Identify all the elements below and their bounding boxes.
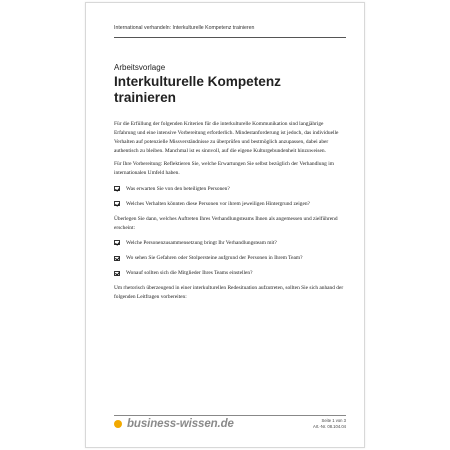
checklist-text: Welches Verhalten könnten diese Personen vor ihrem jeweiligen Hintergrund zeigen? [126,200,310,207]
document-page [85,2,365,448]
intro-paragraph: Für die Erfüllung der folgenden Kriterien für die interkulturelle Kommunikation sind langjährige Erfahrung und eine intensive Vorbereitung erforderlich. Mindestanforderung ist jedoch, das individuelle Verhalten auf potenzielle Missverständnisse zu überprüfen und bestmöglich anzupassen, dabei aber authentisch zu bleiben. Manchmal ist es sinnvoll, auf die eigene Kulturgebundenheit hinzuweisen. [114,121,339,155]
article-number: Art.-Nr. 08.104.04 [312,424,346,429]
business-wissen-logo [114,418,234,430]
footer-meta [313,418,346,430]
logo-text: business-wissen.de [127,418,234,430]
checkbox-icon [114,240,120,245]
checklist-text: Wo sehen Sie Gefahren oder Stolpersteine aufgrund der Personen in Ihrem Team? [126,255,303,262]
checkbox-icon [114,186,120,191]
checkbox-icon [114,271,120,276]
logo-dot-icon [114,420,122,428]
checklist-text: Welche Personenzusammensetzung bringt Ihr Verhandlungsteam mit? [126,239,277,246]
checkbox-icon [114,256,120,261]
prep-paragraph: Für Ihre Vorbereitung: Reflektieren Sie, welche Erwartungen Sie selbst bezüglich der Verhandlung im internationalen Umfeld haben. [114,161,334,177]
page-number: Seite 1 von 3 [321,418,346,423]
closing-paragraph: Um rhetorisch überzeugend in einer interkulturellen Redesituation aufzutreten, sollten Sie sich anhand der folgenden Leitfragen vorbereiten: [114,285,344,301]
checklist-item [114,185,346,194]
checkbox-icon [114,201,120,206]
team-paragraph: Überlegen Sie dann, welches Auftreten Ihres Verhandlungsteams Ihnen als angemessen und zielführend erscheint: [114,215,338,231]
checklist-text: Was erwarten Sie von den beteiligten Personen? [126,185,230,192]
checklist-item [114,239,346,248]
running-header: International verhandeln: Interkulturelle Kompetenz trainieren [114,25,255,31]
checklist-text: Wonauf sollten sich die Mitglieder Ihres Teams einstellen? [126,270,253,277]
header-divider [114,37,346,38]
checklist-item [114,269,346,278]
document-kicker: Arbeitsvorlage [114,63,166,72]
checklist-item [114,254,346,263]
footer-divider [114,415,346,416]
document-title: Interkulturelle Kompetenz trainieren [114,74,281,105]
checklist-item [114,200,346,209]
document-body [114,120,346,302]
